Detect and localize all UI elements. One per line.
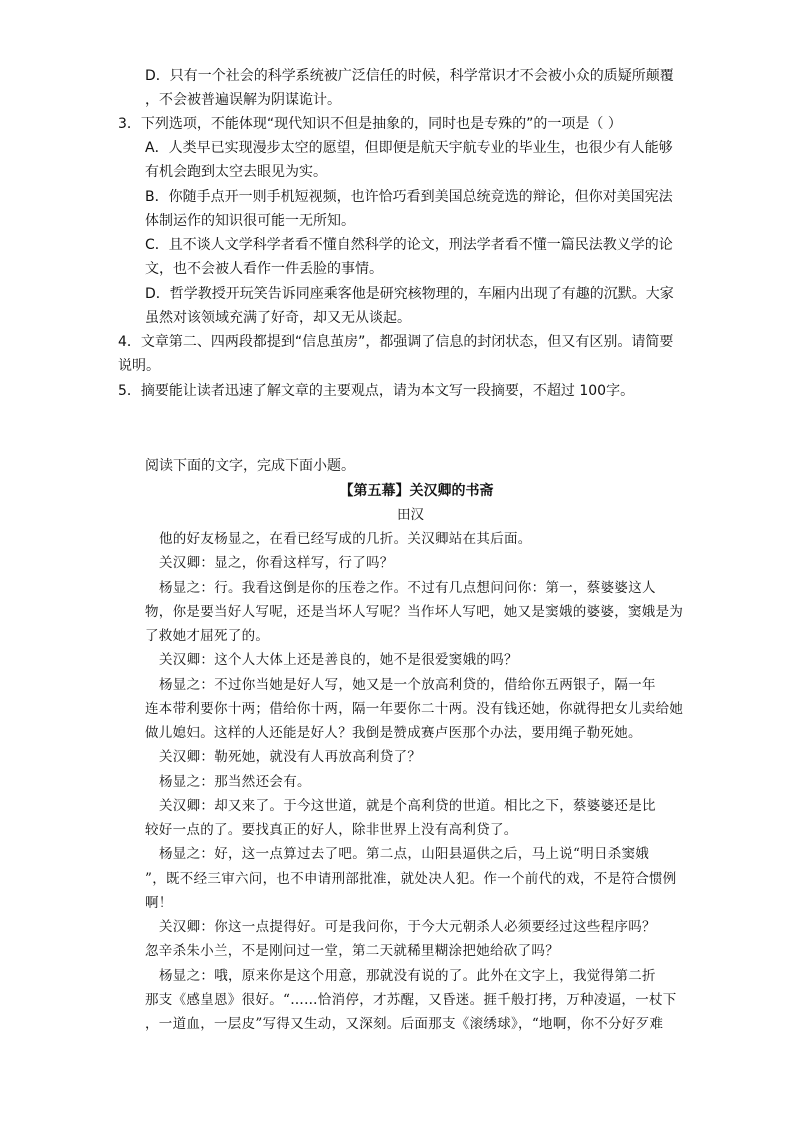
passage-line: 杨显之：那当然还会有。 [159, 774, 311, 790]
passage-line: 关汉卿：却又来了。于今这世道，就是个高利贷的世道。相比之下，蔡婆婆还是比 [159, 798, 656, 814]
passage-line: 关汉卿：你这一点提得好。可是我问你，于今大元朝杀人必须要经过这些程序吗？ [159, 919, 656, 935]
question-4-line-2: 说明。 [118, 358, 160, 374]
option-c-line-2: 文，也不会被人看作一件丢脸的事情。 [145, 261, 383, 277]
option-b-line-1: B．你随手点开一则手机短视频，也许恰巧看到美国总统竞选的辩论，但你对美国宪法 [145, 189, 673, 205]
passage-line: 了救她才屈死了的。 [145, 628, 270, 644]
passage-line: 杨显之：好，这一点算过去了吧。第二点，山阳县逼供之后，马上说“明日杀窦娥 [159, 846, 650, 862]
option-d-line-1: D．只有一个社会的科学系统被广泛信任的时候，科学常识才不会被小众的质疑所颠覆 [145, 68, 674, 84]
option-d-line-1: D．哲学教授开玩笑告诉同座乘客他是研究核物理的，车厢内出现了有趣的沉默。大家 [145, 286, 674, 302]
passage-line: 啊！ [145, 895, 173, 911]
passage-line: ”，既不经三审六问，也不申请刑部批准，就处决人犯。作一个前代的戏，不是符合惯例 [145, 871, 677, 887]
option-a-line-1: A．人类早已实现漫步太空的愿望，但即便是航天宇航专业的毕业生，也很少有人能够 [145, 140, 673, 156]
passage-line: 杨显之：不过你当她是好人写，她又是一个放高利贷的，借给你五两银子，隔一年 [159, 677, 656, 693]
question-4-line-1: 4．文章第二、四两段都提到“信息茧房”，都强调了信息的封闭状态，但又有区别。请简要 [118, 334, 674, 350]
option-b-line-2: 体制运作的知识很可能一无所知。 [145, 213, 355, 229]
passage-author: 田汉 [397, 507, 424, 523]
option-c-line-1: C．且不谈人文学科学者看不懂自然科学的论文，刑法学者看不懂一篇民法教义学的论 [145, 237, 673, 253]
passage-line: 那支《感皇恩》很好。“……恰消停，才苏醒，又昏迷。捱千般打拷，万种凌逼，一杖下 [145, 992, 677, 1008]
option-d-line-2: ，不会被普遍误解为阴谋诡计。 [145, 92, 341, 108]
reading-intro: 阅读下面的文字，完成下面小题。 [145, 458, 355, 474]
passage-line: 物，你是要当好人写呢，还是当坏人写呢？当作坏人写吧，她又是窦娥的婆婆，窦娥是为 [145, 604, 684, 620]
passage-title: 【第五幕】关汉卿的书斋 [339, 483, 494, 499]
question-3-stem: 3．下列选项，不能体现“现代知识不但是抽象的，同时也是专殊的”的一项是（ ） [118, 116, 622, 132]
passage-line: 较好一点的了。要找真正的好人，除非世界上没有高利贷了。 [145, 822, 518, 838]
passage-line: ，一道血，一层皮”写得又生动，又深刻。后面那支《滚绣球》，“地啊，你不分好歹难 [145, 1016, 664, 1032]
passage-line: 杨显之：哦，原来你是这个用意，那就没有说的了。此外在文字上，我觉得第二折 [159, 968, 656, 984]
passage-line: 连本带利要你十两；借给你十两，隔一年要你二十两。没有钱还她，你就得把女儿卖给她 [145, 701, 684, 717]
passage-line: 他的好友杨显之，在看已经写成的几折。关汉卿站在其后面。 [159, 531, 532, 547]
option-d-line-2: 虽然对该领域充满了好奇，却又无从谈起。 [145, 310, 411, 326]
option-a-line-2: 有机会跑到太空去眼见为实。 [145, 164, 327, 180]
passage-line: 关汉卿：这个人大体上还是善良的，她不是很爱窦娥的吗？ [159, 652, 518, 668]
passage-line: 做儿媳妇。这样的人还能是好人？我倒是赞成赛卢医那个办法，要用绳子勒死她。 [145, 725, 642, 741]
passage-line: 关汉卿：显之，你看这样写，行了吗？ [159, 555, 394, 571]
question-5: 5．摘要能让读者迅速了解文章的主要观点，请为本文写一段摘要，不超过 100字。 [118, 383, 635, 399]
passage-line: 忽辛杀朱小兰，不是刚问过一堂，第二天就稀里糊涂把她给砍了吗？ [145, 943, 559, 959]
passage-line: 关汉卿：勒死她，就没有人再放高利贷了？ [159, 749, 422, 765]
passage-line: 杨显之：行。我看这倒是你的压卷之作。不过有几点想问问你：第一，蔡婆婆这人 [159, 580, 656, 596]
